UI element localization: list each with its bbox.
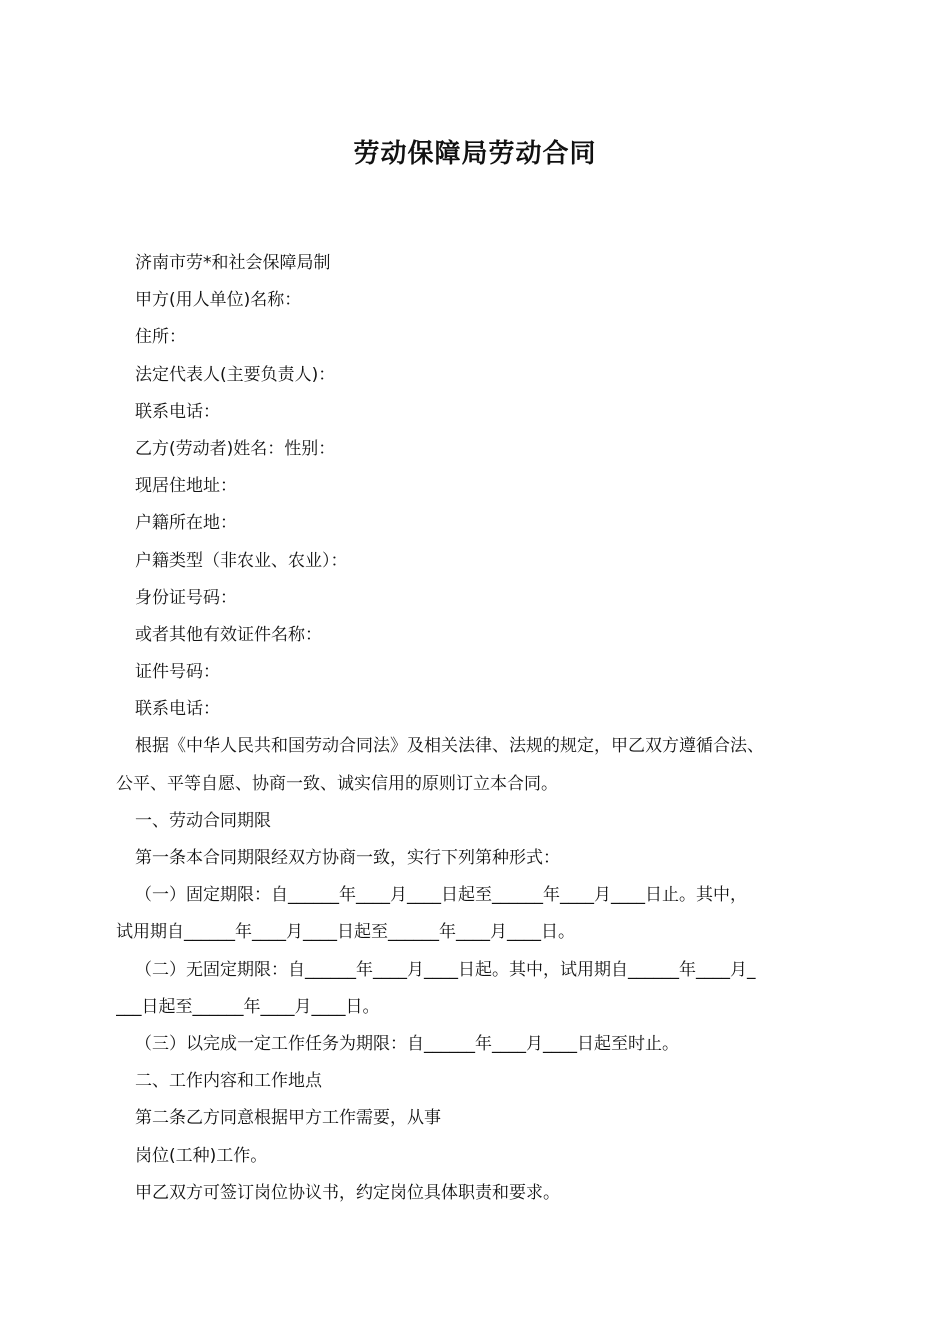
document-body	[116, 245, 856, 1212]
article-line: 第一条本合同期限经双方协商一致，实行下列第种形式：	[135, 848, 560, 868]
party-a-name-line: 甲方(用人单位)名称：	[135, 290, 302, 311]
other-id-name-line: 或者其他有效证件名称：	[135, 624, 322, 645]
preamble-line: 根据《中华人民共和国劳动合同法》及相关法律、法规的规定，甲乙双方遵循合法、	[135, 736, 764, 757]
article-line: 第二条乙方同意根据甲方工作需要，从事	[135, 1108, 441, 1129]
party-b-address-line: 现居住地址：	[135, 476, 237, 497]
open-term-line: （二）无固定期限：自______年____月____日起。其中，试用期自______年____月_	[135, 959, 756, 980]
legal-representative-line: 法定代表人(主要负责人)：	[135, 364, 336, 385]
position-agreement-line: 甲乙双方可签订岗位协议书，约定岗位具体职责和要求。	[135, 1182, 560, 1203]
other-id-number-line: 证件号码：	[135, 662, 220, 683]
id-number-line: 身份证号码：	[135, 587, 237, 608]
issuer-line: 济南市劳*和社会保障局制	[135, 253, 331, 273]
open-term-probation-line: ___日起至______年____月____日。	[116, 996, 380, 1017]
position-line: 岗位(工种)工作。	[135, 1145, 268, 1166]
document-title: 劳动保障局劳动合同	[353, 139, 597, 169]
party-b-name-line: 乙方(劳动者)姓名：性别：	[135, 438, 336, 459]
preamble-continuation-line: 公平、平等自愿、协商一致、诚实信用的原则订立本合同。	[116, 773, 558, 794]
party-b-phone-line: 联系电话：	[135, 699, 220, 720]
party-a-address-line: 住所：	[135, 327, 186, 348]
fixed-term-line: （一）固定期限：自______年____月____日起至______年____月____日止。其中，	[135, 885, 747, 906]
party-a-phone-line: 联系电话：	[135, 401, 220, 422]
section-heading: 二、工作内容和工作地点	[135, 1071, 322, 1092]
fixed-term-probation-line: 试用期自______年____月____日起至______年____月____日。	[116, 922, 575, 943]
household-registration-line: 户籍所在地：	[135, 513, 237, 534]
task-term-line: （三）以完成一定工作任务为期限：自______年____月____日起至时止。	[135, 1033, 679, 1054]
household-type-line: 户籍类型（非农业、农业）：	[135, 550, 348, 571]
section-heading: 一、劳动合同期限	[135, 810, 271, 831]
